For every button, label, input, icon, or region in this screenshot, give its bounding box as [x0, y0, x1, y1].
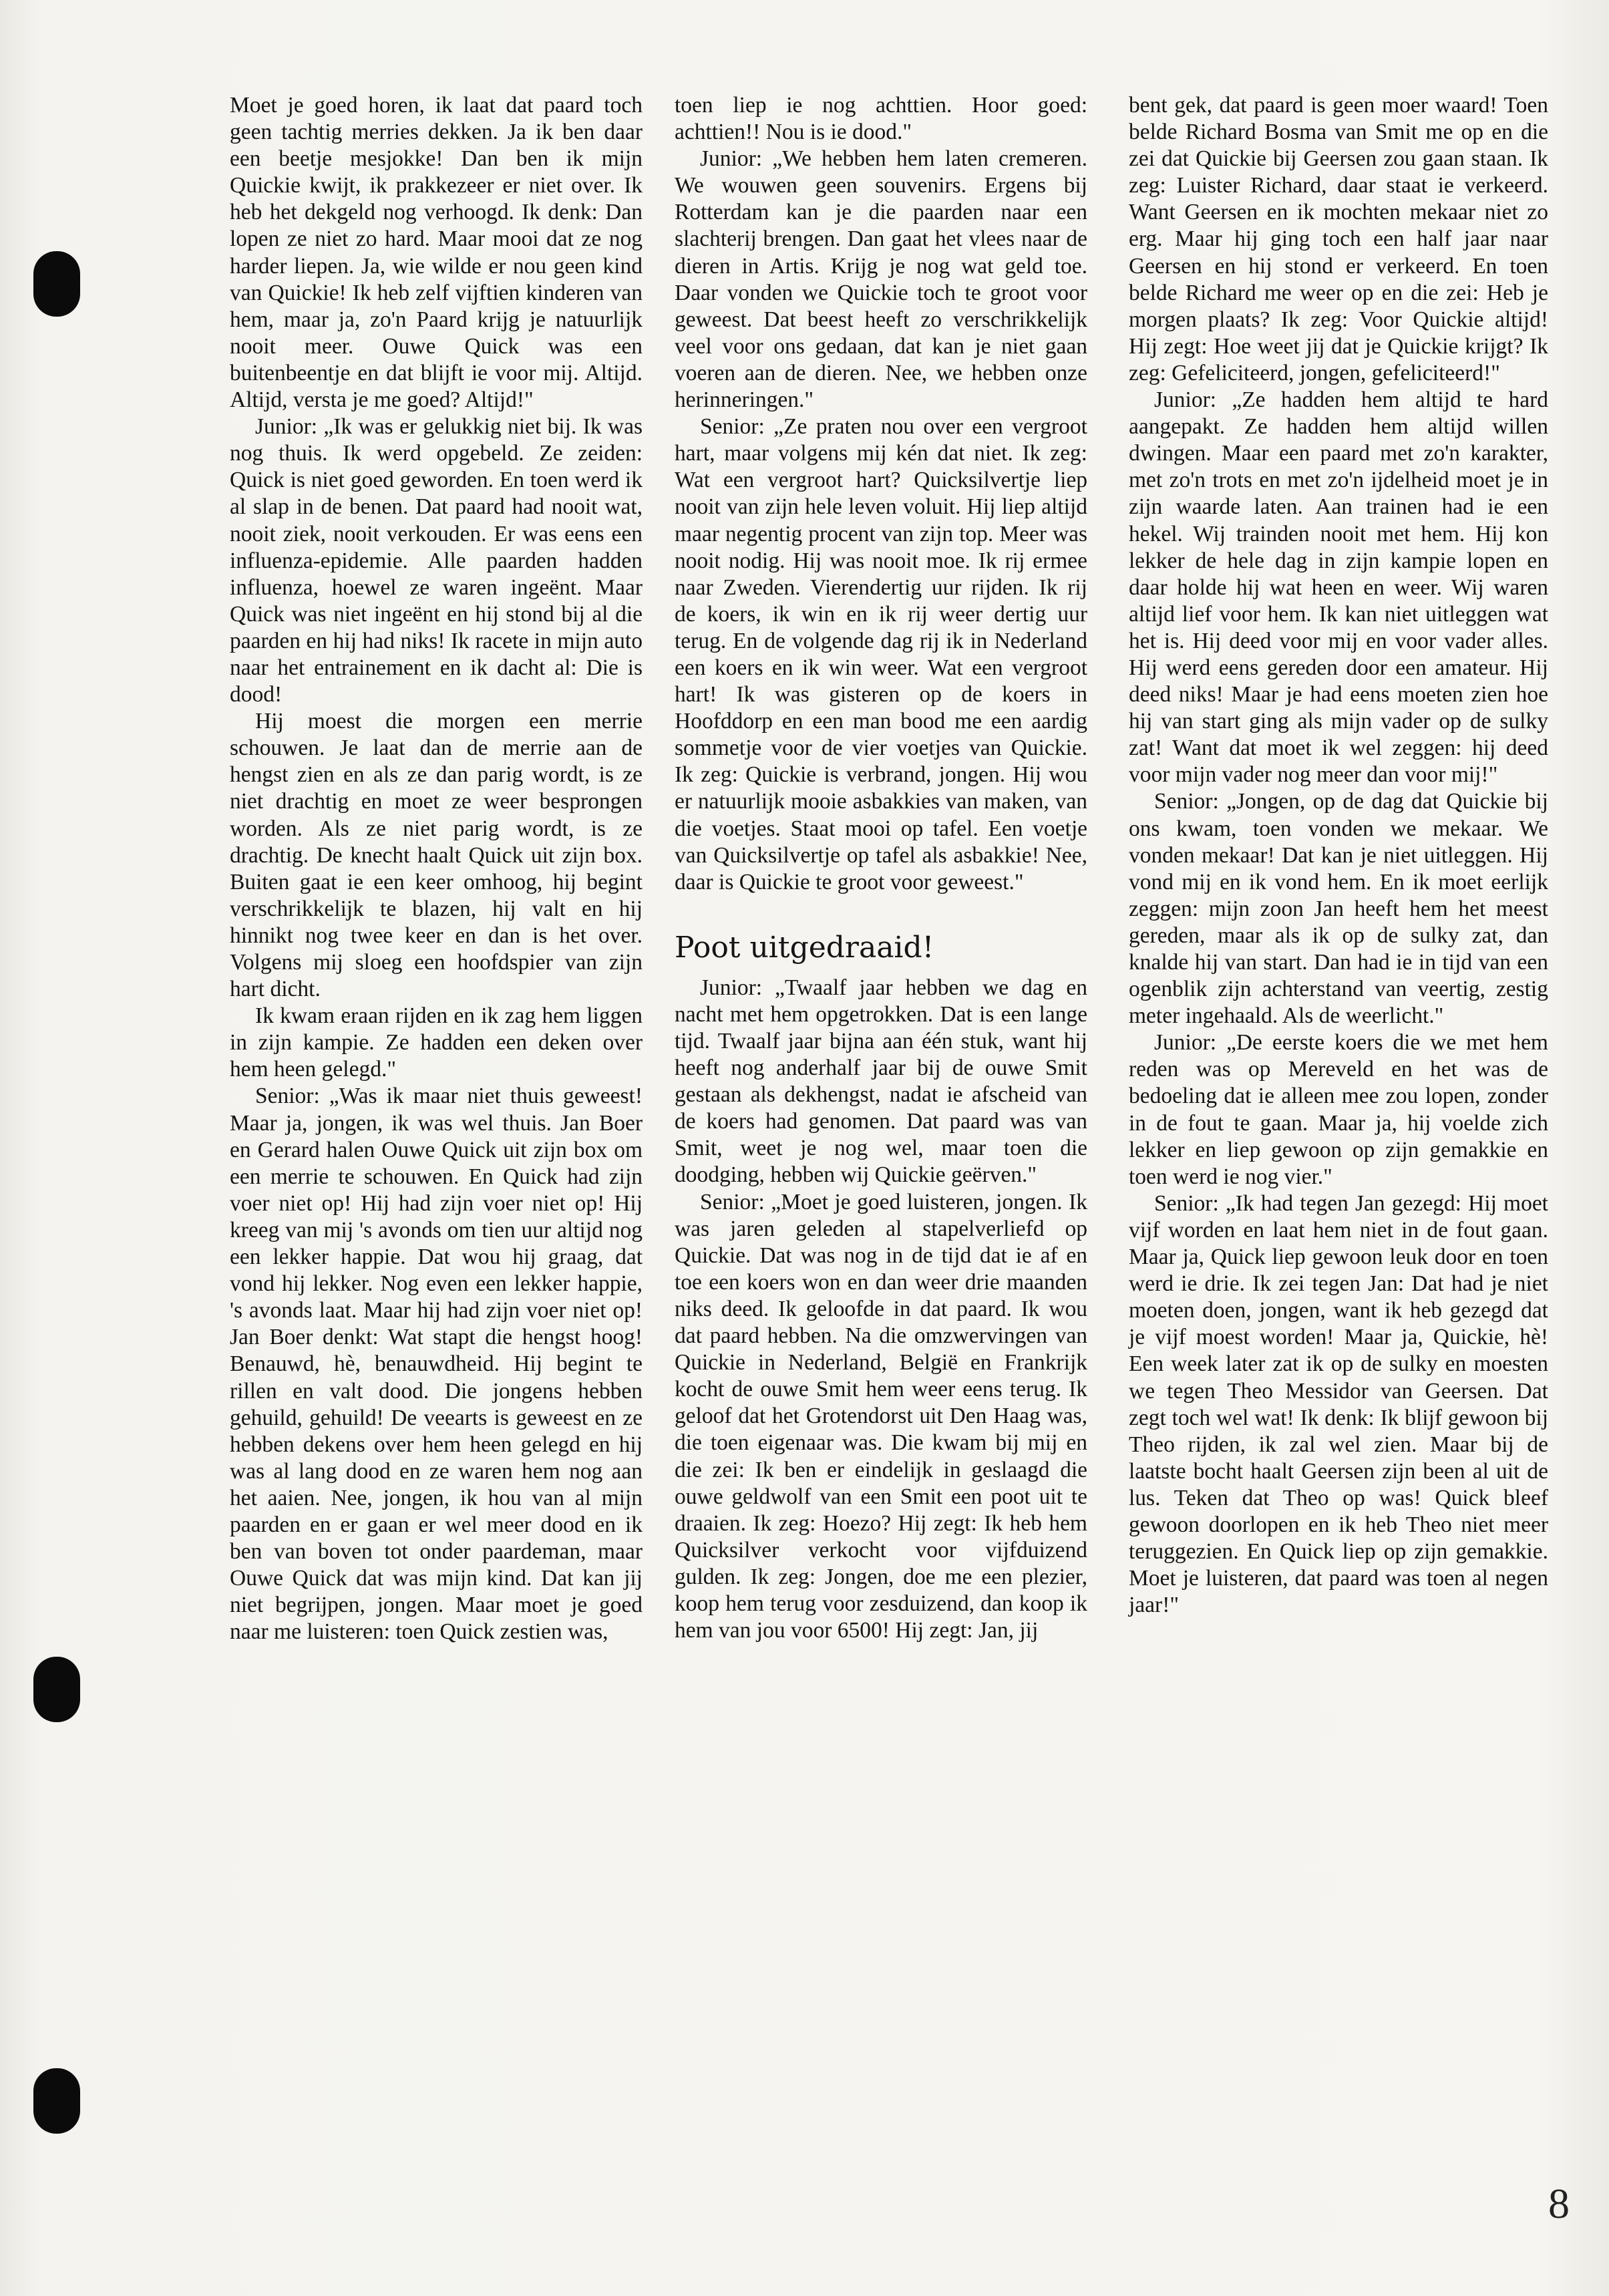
article-column-2 [675, 92, 1087, 1644]
paragraph: Senior: „Ze praten nou over een vergroot hart, maar volgens mij kén dat niet. Ik zeg: Wat een vergroot hart? Quicksilvertje liep nooit van zijn hele leven voluit. Hij liep altijd maar negentig procent van zijn top. Meer was nooit nodig. Hij was nooit moe. Ik rij ermee naar Zweden. Vierendertig uur rijden. Ik rij de koers, ik win en ik rij weer dertig uur terug. En de volgende dag rij ik in Nederland een koers en ik win weer. Wat een vergroot hart! Ik was gisteren op de koers in Hoofddorp en een man bood me een aardig sommetje voor de vier voetjes van Quickie. Ik zeg: Quickie is verbrand, jongen. Hij wou er natuurlijk mooie asbakkies van maken, van die voetjes. Staat mooi op tafel. Een voetje van Quicksilvertje op tafel als asbakkie! Nee, daar is Quickie te groot voor geweest." [675, 414, 1087, 894]
page-number: 8 [1548, 2180, 1570, 2227]
section-subheading: Poot uitgedraaid! [675, 930, 934, 965]
paragraph: Junior: „Ik was er gelukkig niet bij. Ik was nog thuis. Ik werd opgebeld. Ze zeiden: Quick is niet goed geworden. En toen werd ik al slap in de benen. Dat paard had nooit wat, nooit ziek, nooit verkouden. Er was eens een influenza-epidemie. Alle paarden hadden influenza, hoewel ze waren ingeënt. Maar Quick was niet ingeënt en hij stond bij al die paarden en hij had niks! Ik racete in mijn auto naar het entrainement en ik dacht al: Die is dood! [230, 414, 643, 707]
binder-hole-middle [33, 1657, 80, 1722]
paragraph: Junior: „We hebben hem laten cremeren. We wouwen geen souvenirs. Ergens bij Rotterdam kan je die paarden naar een slachterij brengen. Dan gaat het vlees naar de dieren in Artis. Krijg je nog wat geld toe. Daar vonden we Quickie toch te groot voor geweest. Dat beest heeft zo verschrikkelijk veel voor ons gedaan, dat kan je niet gaan voeren aan de dieren. Nee, we hebben onze herinneringen." [675, 146, 1087, 413]
paragraph: Hij moest die morgen een merrie schouwen. Je laat dan de merrie aan de hengst zien en als ze dan parig wordt, is ze niet drachtig en moet ze weer besprongen worden. Als ze niet parig wordt, is ze drachtig. De knecht haalt Quick uit zijn box. Buiten gaat ie een keer omhoog, hij begint verschrikkelijk te blazen, hij valt en hij hinnikt nog twee keer en dan is het over. Volgens mij sloeg een hoofdspier van zijn hart dicht. [230, 709, 643, 1002]
article-column-1 [230, 92, 643, 1645]
binder-hole-bottom [33, 2068, 80, 2134]
binder-hole-top [33, 251, 80, 317]
paragraph: Junior: „Twaalf jaar hebben we dag en nacht met hem opgetrokken. Dat is een lange tijd. Twaalf jaar bijna aan één stuk, want hij heeft nog anderhalf jaar bij de ouwe Smit gestaan als dekhengst, nadat ie afscheid van de koers had genomen. Dat paard was van Smit, weet je nog wel, maar toen die doodging, hebben wij Quickie geërven." [675, 975, 1087, 1188]
paragraph: toen liep ie nog achttien. Hoor goed: achttien!! Nou is ie dood." [675, 93, 1087, 145]
paragraph: Ik kwam eraan rijden en ik zag hem liggen in zijn kampie. Ze hadden een deken over hem heen gelegd." [230, 1003, 643, 1082]
paragraph: Senior: „Jongen, op de dag dat Quickie bij ons kwam, toen vonden we mekaar. We vonden mekaar! Dat kan je niet uitleggen. Hij vond mij en ik vond hem. En ik moet eerlijk zeggen: mijn zoon Jan heeft hem het meest gereden, maar als ik op de sulky zat, dan knalde hij van start. Dan had ie in tijd van een ogenblik zijn achterstand van veertig, zestig meter ingehaald. Als de weerlicht." [1129, 789, 1548, 1029]
paragraph: Senior: „Ik had tegen Jan gezegd: Hij moet vijf worden en laat hem niet in de fout gaan. Maar ja, Quick liep gewoon leuk door en toen werd ie drie. Ik zei tegen Jan: Dat had je niet moeten doen, jongen, want ik heb gezegd dat je vijf moest worden! Maar ja, Quickie, hè! Een week later zat ik op de sulky en moesten we tegen Theo Messidor van Geersen. Dat zegt toch wel wat! Ik denk: Ik blijf gewoon bij Theo rijden, ik zal wel zien. Maar bij de laatste bocht haalt Geersen zijn been al uit de lus. Teken dat Theo op was! Quick bleef gewoon doorlopen en ik heb Theo niet meer teruggezien. En Quick liep op zijn gemakkie. Moet je luisteren, dat paard was toen al negen jaar!" [1129, 1190, 1548, 1618]
paragraph: Junior: „De eerste koers die we met hem reden was op Mereveld en het was de bedoeling dat ie alleen mee zou lopen, zonder in de fout te gaan. Maar ja, hij voelde zich lekker en liep gewoon op zijn gemakkie en toen werd ie nog vier." [1129, 1030, 1548, 1189]
paragraph: Senior: „Moet je goed luisteren, jongen. Ik was jaren geleden al stapelverliefd op Quickie. Dat was nog in de tijd dat ie af en toe een koers won en dan weer drie maanden niks deed. Ik geloofde in dat paard. Ik wou dat paard hebben. Na die omzwervingen van Quickie in Nederland, België en Frankrijk kocht de ouwe Smit hem weer eens terug. Ik geloof dat het Grotendorst uit Den Haag was, die toen eigenaar was. Die kwam bij mij en die zei: Ik ben er eindelijk in geslaagd die ouwe geldwolf van een Smit een poot uit te draaien. Ik zeg: Hoezo? Hij zegt: Ik heb hem Quicksilver verkocht voor vijfduizend gulden. Ik zeg: Jongen, doe me een plezier, koop hem terug voor zesduizend, dan koop ik hem van jou voor 6500! Hij zegt: Jan, jij [675, 1189, 1087, 1643]
article-column-3 [1129, 92, 1548, 1619]
paragraph: Senior: „Was ik maar niet thuis geweest! Maar ja, jongen, ik was wel thuis. Jan Boer en Gerard halen Ouwe Quick uit zijn box om een merrie te schouwen. En Quick had zijn voer niet op! Hij had zijn voer niet op! Hij kreeg van mij 's avonds om tien uur altijd nog een lekker happie. Dat wou hij graag, dat vond hij lekker. Nog even een lekker happie, 's avonds laat. Maar hij had zijn voer niet op! Jan Boer denkt: Wat stapt die hengst hoog! Benauwd, hè, benauwdheid. Hij begint te rillen en valt dood. Die jongens hebben gehuild, gehuild! De veearts is geweest en ze hebben dekens over hem heen gelegd en hij was al lang dood en ze waren hem nog aan het aaien. Nee, jongen, ik hou van al mijn paarden en er gaan er wel meer dood en ik ben van boven tot onder paardeman, maar Ouwe Quick dat was mijn kind. Dat kan jij niet begrijpen, jongen. Maar moet je goed naar me luisteren: toen Quick zestien was, [230, 1084, 643, 1645]
paragraph: Junior: „Ze hadden hem altijd te hard aangepakt. Ze hadden hem altijd willen dwingen. Maar een paard met zo'n karakter, met zo'n trots en met zo'n ijdelheid moet je in zijn waarde laten. Aan trainen had ie een hekel. Wij trainden nooit met hem. Hij kon lekker de hele dag in zijn kampie lopen en daar holde hij wat heen en weer. Wij waren altijd lief voor hem. Ik kan niet uitleggen wat het is. Hij deed voor mij en voor vader alles. Hij werd eens gereden door een amateur. Hij deed niks! Maar je had eens moeten zien hoe hij van start ging als mijn vader op de sulky zat! Want dat moet ik wel zeggen: hij deed voor mijn vader nog meer dan voor mij!" [1129, 387, 1548, 788]
paragraph: bent gek, dat paard is geen moer waard! Toen belde Richard Bosma van Smit me op en die zei dat Quickie bij Geersen zou gaan staan. Ik zeg: Luister Richard, daar staat ie verkeerd. Want Geersen en ik mochten mekaar niet zo erg. Maar hij ging toch een half jaar naar Geersen en hij stond er verkeerd. En toen belde Richard me weer op en die zei: Heb je morgen plaats? Ik zeg: Voor Quickie altijd! Hij zegt: Hoe weet jij dat je Quickie krijgt? Ik zeg: Gefeliciteerd, jongen, gefeliciteerd!" [1129, 93, 1548, 385]
paragraph: Moet je goed horen, ik laat dat paard toch geen tachtig merries dekken. Ja ik ben daar een beetje mesjokke! Dan ben ik mijn Quickie kwijt, ik prakkezeer er niet over. Ik heb het dekgeld nog verhoogd. Ik denk: Dan lopen ze niet zo hard. Maar mooi dat ze nog harder liepen. Ja, wie wilde er nou geen kind van Quickie! Ik heb zelf vijftien kinderen van hem, maar ja, zo'n Paard krijg je natuurlijk nooit meer. Ouwe Quick was een buitenbeentje en dat blijft ie voor mij. Altijd. Altijd, versta je me goed? Altijd!" [230, 93, 643, 413]
